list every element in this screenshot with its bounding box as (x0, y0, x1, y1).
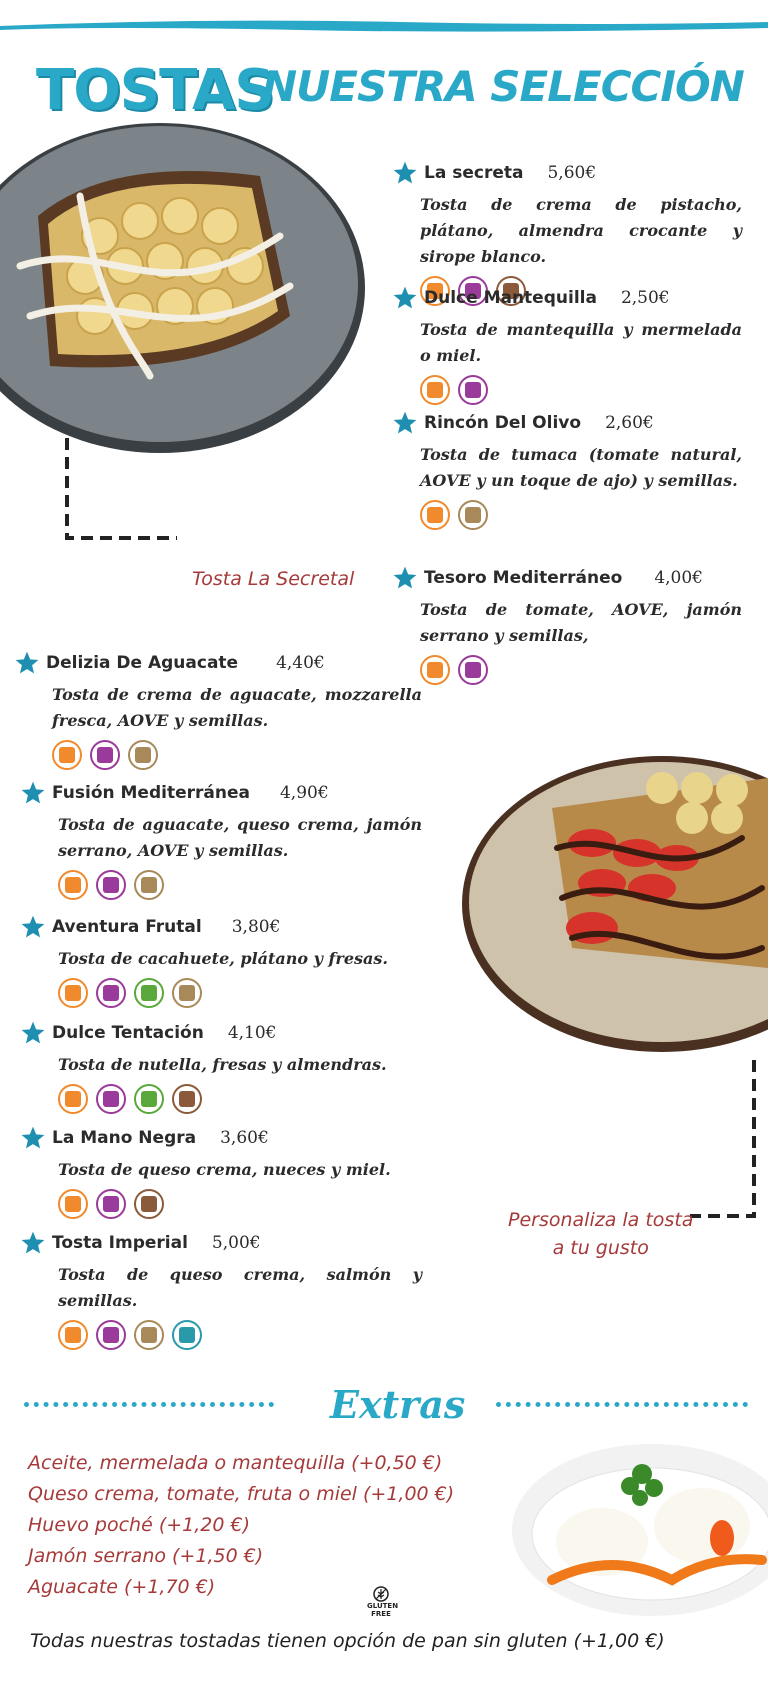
allergen-symbol (103, 1091, 119, 1107)
allergen-lactose-icon (96, 1189, 126, 1219)
extras-divider-left (24, 1402, 274, 1407)
menu-item-header (392, 160, 742, 186)
page-subtitle: NUESTRA SELECCIÓN (262, 62, 744, 111)
menu-item-price: 3,80€ (231, 917, 281, 937)
menu-item (392, 565, 742, 685)
top-brush-stripe (0, 14, 768, 36)
menu-item-description: Tosta de tumaca (tomate natural, AOVE y un toque de ajo) y semillas. (420, 445, 742, 490)
photo-huevo-poche (512, 1430, 768, 1616)
allergen-symbol (103, 877, 119, 893)
star-icon (20, 1230, 46, 1256)
menu-item-price: 5,60€ (547, 163, 597, 183)
photo-caption-2-line1: Personaliza la tosta (508, 1209, 694, 1231)
allergen-symbol (427, 382, 443, 398)
allergen-symbol (59, 747, 75, 763)
menu-item-name: Rincón Del Olivo (424, 413, 582, 433)
photo-tosta-la-secreta (0, 116, 390, 456)
allergen-icons (14, 740, 422, 770)
menu-item-price: 3,60€ (220, 1128, 269, 1148)
allergen-symbol (65, 1196, 81, 1212)
menu-item-description: Tosta de queso crema, salmón y semillas. (58, 1265, 422, 1310)
menu-item-name: Aventura Frutal (52, 917, 202, 937)
menu-item (20, 1125, 422, 1219)
menu-item (20, 780, 422, 900)
menu-item-name: Tesoro Mediterráneo (424, 568, 623, 588)
menu-item-price: 4,00€ (654, 568, 703, 588)
star-icon (392, 565, 418, 591)
menu-item (20, 1020, 422, 1114)
menu-item-header (20, 1125, 422, 1151)
photo-caption-2-line2: a tu gusto (552, 1237, 649, 1259)
caption-connector-1 (62, 438, 182, 548)
menu-item-name: Tosta Imperial (52, 1233, 188, 1253)
allergen-symbol (65, 985, 81, 1001)
menu-item-header (392, 410, 742, 436)
photo-caption-2 (508, 1206, 693, 1262)
menu-item-header (14, 650, 422, 676)
allergen-symbol (103, 1327, 119, 1343)
allergen-symbol (179, 1327, 195, 1343)
allergen-sesame-icon (134, 1320, 164, 1350)
allergen-symbol (103, 1196, 119, 1212)
menu-item-price: 2,50€ (620, 288, 670, 308)
allergen-symbol (135, 747, 151, 763)
gluten-free-note: Todas nuestras tostadas tienen opción de pan sin gluten (+1,00 €) (30, 1630, 665, 1652)
allergen-gluten-icon (58, 978, 88, 1008)
menu-item-header (20, 1020, 422, 1046)
allergen-icons (20, 870, 422, 900)
star-icon (392, 160, 418, 186)
menu-item (20, 1230, 422, 1350)
allergen-symbol (465, 662, 481, 678)
menu-item-header (20, 780, 422, 806)
star-icon (20, 914, 46, 940)
allergen-gluten-icon (52, 740, 82, 770)
allergen-icons (20, 1084, 422, 1114)
menu-item-price: 2,60€ (605, 413, 654, 433)
allergen-symbol (141, 1196, 157, 1212)
extras-line: Jamón serrano (+1,50 €) (28, 1545, 264, 1567)
allergen-symbol (465, 382, 481, 398)
extras-line: Aguacate (+1,70 €) (28, 1576, 216, 1598)
menu-item-price: 4,10€ (227, 1023, 277, 1043)
extras-line: Aceite, mermelada o mantequilla (+0,50 €) (28, 1452, 443, 1474)
allergen-icons (20, 1189, 422, 1219)
allergen-icons (392, 375, 742, 405)
extras-line: Huevo poché (+1,20 €) (28, 1514, 251, 1536)
page-title: TOSTAS (36, 58, 274, 123)
allergen-icons (20, 1320, 422, 1350)
allergen-symbol (427, 662, 443, 678)
star-icon (20, 780, 46, 806)
allergen-peanut-icon (134, 978, 164, 1008)
allergen-gluten-icon (420, 500, 450, 530)
allergen-lactose-icon (96, 978, 126, 1008)
menu-item-header (20, 1230, 422, 1256)
allergen-symbol (65, 1327, 81, 1343)
allergen-gluten-icon (58, 1189, 88, 1219)
menu-item-description: Tosta de cacahuete, plátano y fresas. (58, 949, 388, 968)
menu-item (392, 285, 742, 405)
allergen-symbol (141, 877, 157, 893)
allergen-gluten-icon (58, 1084, 88, 1114)
menu-item-name: Delizia De Aguacate (46, 653, 239, 673)
menu-item-header (392, 565, 742, 591)
extras-title: Extras (330, 1382, 466, 1427)
menu-item-name: Dulce Mantequilla (424, 288, 597, 308)
star-icon (20, 1125, 46, 1151)
allergen-symbol (179, 1091, 195, 1107)
gluten-free-label-1: GLUTEN (367, 1602, 399, 1610)
menu-item-description: Tosta de nutella, fresas y almendras. (58, 1055, 387, 1074)
allergen-gluten-icon (58, 870, 88, 900)
star-icon (392, 285, 418, 311)
gluten-free-icon (373, 1586, 389, 1602)
allergen-gluten-icon (420, 655, 450, 685)
menu-item-name: La secreta (424, 163, 524, 183)
allergen-sesame-icon (172, 978, 202, 1008)
allergen-symbol (103, 985, 119, 1001)
allergen-symbol (97, 747, 113, 763)
allergen-lactose-icon (90, 740, 120, 770)
allergen-symbol (141, 1091, 157, 1107)
photo-tosta-personalizada (462, 748, 768, 1060)
allergen-nuts-icon (172, 1084, 202, 1114)
allergen-sesame-icon (458, 500, 488, 530)
allergen-symbol (427, 507, 443, 523)
allergen-lactose-icon (458, 655, 488, 685)
allergen-symbol (179, 985, 195, 1001)
allergen-icons (392, 655, 742, 685)
photo-caption-1: Tosta La Secretal (192, 568, 355, 590)
menu-item-description: Tosta de queso crema, nueces y miel. (58, 1160, 391, 1179)
menu-item (392, 410, 742, 530)
menu-item-description: Tosta de crema de pistacho, plátano, almendra crocante y sirope blanco. (420, 195, 742, 266)
extras-divider-right (496, 1402, 748, 1407)
allergen-lactose-icon (96, 1320, 126, 1350)
menu-item-header (20, 914, 422, 940)
menu-item-name: Dulce Tentación (52, 1023, 204, 1043)
allergen-lactose-icon (458, 375, 488, 405)
allergen-symbol (141, 985, 157, 1001)
allergen-icons (20, 978, 422, 1008)
menu-item-description: Tosta de tomate, AOVE, jamón serrano y semillas, (420, 600, 742, 645)
allergen-gluten-icon (58, 1320, 88, 1350)
menu-item-price: 4,90€ (279, 783, 329, 803)
star-icon (14, 650, 40, 676)
menu-item-name: Fusión Mediterránea (52, 783, 250, 803)
allergen-lactose-icon (96, 870, 126, 900)
menu-item-description: Tosta de aguacate, queso crema, jamón serrano, AOVE y semillas. (58, 815, 422, 860)
menu-item-price: 4,40€ (276, 653, 325, 673)
allergen-nuts-icon (134, 1189, 164, 1219)
menu-item (14, 650, 422, 770)
menu-item-description: Tosta de mantequilla y mermelada o miel. (420, 320, 742, 365)
allergen-fish-icon (172, 1320, 202, 1350)
gluten-free-badge (367, 1586, 399, 1618)
menu-item-price: 5,00€ (211, 1233, 261, 1253)
allergen-sesame-icon (134, 870, 164, 900)
extras-line: Queso crema, tomate, fruta o miel (+1,00 €) (28, 1483, 455, 1505)
allergen-peanut-icon (134, 1084, 164, 1114)
allergen-icons (392, 500, 742, 530)
menu-item (20, 914, 422, 1008)
gluten-free-label-2: FREE (371, 1610, 391, 1618)
allergen-lactose-icon (96, 1084, 126, 1114)
allergen-sesame-icon (128, 740, 158, 770)
menu-item-description: Tosta de crema de aguacate, mozzarella fresca, AOVE y semillas. (52, 685, 422, 730)
extras-list (28, 1448, 454, 1603)
caption-connector-2 (690, 1060, 760, 1230)
allergen-symbol (65, 877, 81, 893)
star-icon (392, 410, 418, 436)
menu-item-header (392, 285, 742, 311)
allergen-symbol (65, 1091, 81, 1107)
star-icon (20, 1020, 46, 1046)
allergen-symbol (141, 1327, 157, 1343)
menu-item-name: La Mano Negra (52, 1128, 197, 1148)
allergen-symbol (465, 507, 481, 523)
allergen-gluten-icon (420, 375, 450, 405)
